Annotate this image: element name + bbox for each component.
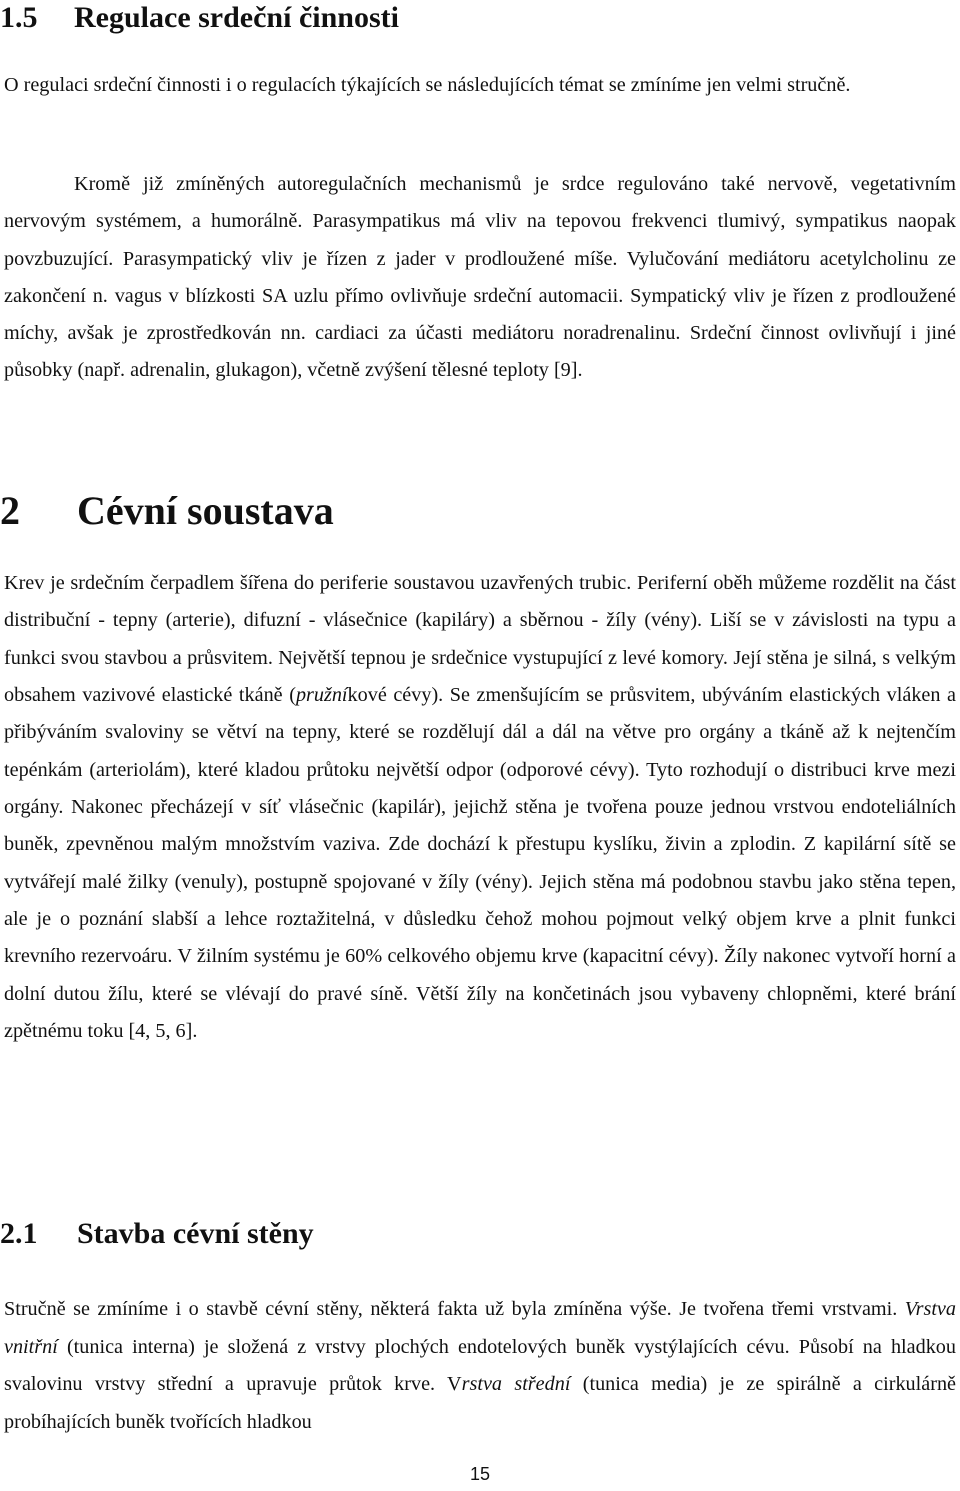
section-heading-1-5: [0, 0, 399, 36]
text-run: (tunica media) je ze spirálně a cirkulárně probíhajících buněk tvořících hladkou: [4, 1373, 956, 1433]
paragraph-vessel-wall: [4, 1291, 956, 1441]
chapter-number: 2: [0, 488, 20, 533]
section-number: 1.5: [0, 1, 38, 34]
section-number: 2.1: [0, 1217, 38, 1250]
paragraph-regulation: Kromě již zmíněných autoregulačních mechanismů je srdce regulováno také nervově, vegetativním nervovým systémem, a humorálně. Parasympatikus má vliv na tepovou frekvenci tlumivý, sympatikus naopak povzbuzující. Parasympatický vliv je řízen z jader v prodloužené míše. Vylučování mediátoru acetylcholinu ze zakončení n. vagus v blízkosti SA uzlu přímo ovlivňuje srdeční automacii. Sympatický vliv je řízen z prodloužené míchy, avšak je zprostředkován nn. cardiaci za účasti mediátoru noradrenalinu. Srdeční činnost ovlivňují i jiné působky (např. adrenalin, glukagon), včetně zvýšení tělesné teploty [9].: [4, 173, 956, 382]
paragraph-intro: O regulaci srdeční činnosti i o regulacích týkajících se následujících témat se zmíníme jen velmi stručně.: [4, 74, 851, 96]
page-number: 15: [469, 1464, 491, 1484]
section-heading-2-1: [0, 1214, 314, 1254]
chapter-heading-2: [0, 486, 334, 536]
text-run: (tunica interna) je složená z vrstvy plochých endotelových buněk vystýlajících cévu. Působí na hladkou svalovinu vrstvy střední a upravuje průtok krve. V: [4, 1335, 956, 1395]
italic-text: pružní: [295, 684, 348, 707]
italic-text: Vrstva vnitřní: [4, 1298, 956, 1358]
section-title: Stavba cévní stěny: [77, 1217, 314, 1250]
text-run: Stručně se zmíníme i o stavbě cévní stěny, některá fakta už byla zmíněna výše. Je tvořena třemi vrstvami.: [4, 1298, 905, 1320]
italic-text: rstva střední: [461, 1373, 571, 1395]
paragraph-vascular-system: [4, 565, 956, 1050]
section-title: Regulace srdeční činnosti: [74, 1, 399, 34]
text-run: kové cévy). Se zmenšujícím se průsvitem, ubýváním elastických vláken a přibýváním svaloviny se větví na tepny, které se rozdělují dál a dál na větve pro orgány a tkáně až k nejtenčím tepénkám (arteriolám), které kladou průtoku největší odpor (odporové cévy). Tyto rozhodují o distribuci krve mezi orgány. Nakonec přecházejí v síť vlásečnic (kapilár), jejichž stěna je tvořena pouze jednou vrstvou endoteliálních buněk, zpevněnou malým množstvím vaziva. Zde dochází k přestupu kyslíku, živin a zplodin. Z kapilární sítě se vytvářejí malé žilky (venuly), postupně spojované v žíly (vény). Jejich stěna má podobnou stavbu jako stěna tepen, ale je o poznání slabší a lehce roztažitelná, v důsledku čehož mohou pojmout velký objem krve a plnit funkci krevního rezervoáru. V žilním systému je 60% celkového objemu krve (kapacitní cévy). Žíly nakonec vytvoří horní a dolní dutou žílu, které se vlévají do pravé síně. Větší žíly na končetinách jsou vybaveny chlopněmi, které brání zpětnému toku [4, 5, 6].: [4, 684, 956, 1043]
chapter-title: Cévní soustava: [77, 488, 334, 533]
text-run: Krev je srdečním čerpadlem šířena do periferie soustavou uzavřených trubic. Periferní oběh můžeme rozdělit na část distribuční - tepny (arterie), difuzní - vlásečnice (kapiláry) a sběrnou - žíly (vény). Liší se v závislosti na typu a funkci svou stavbou a průsvitem. Největší tepnou je srdečnice vystupující z levé komory. Její stěna je silná, s velkým obsahem vazivové elastické tkáně (: [4, 572, 956, 707]
